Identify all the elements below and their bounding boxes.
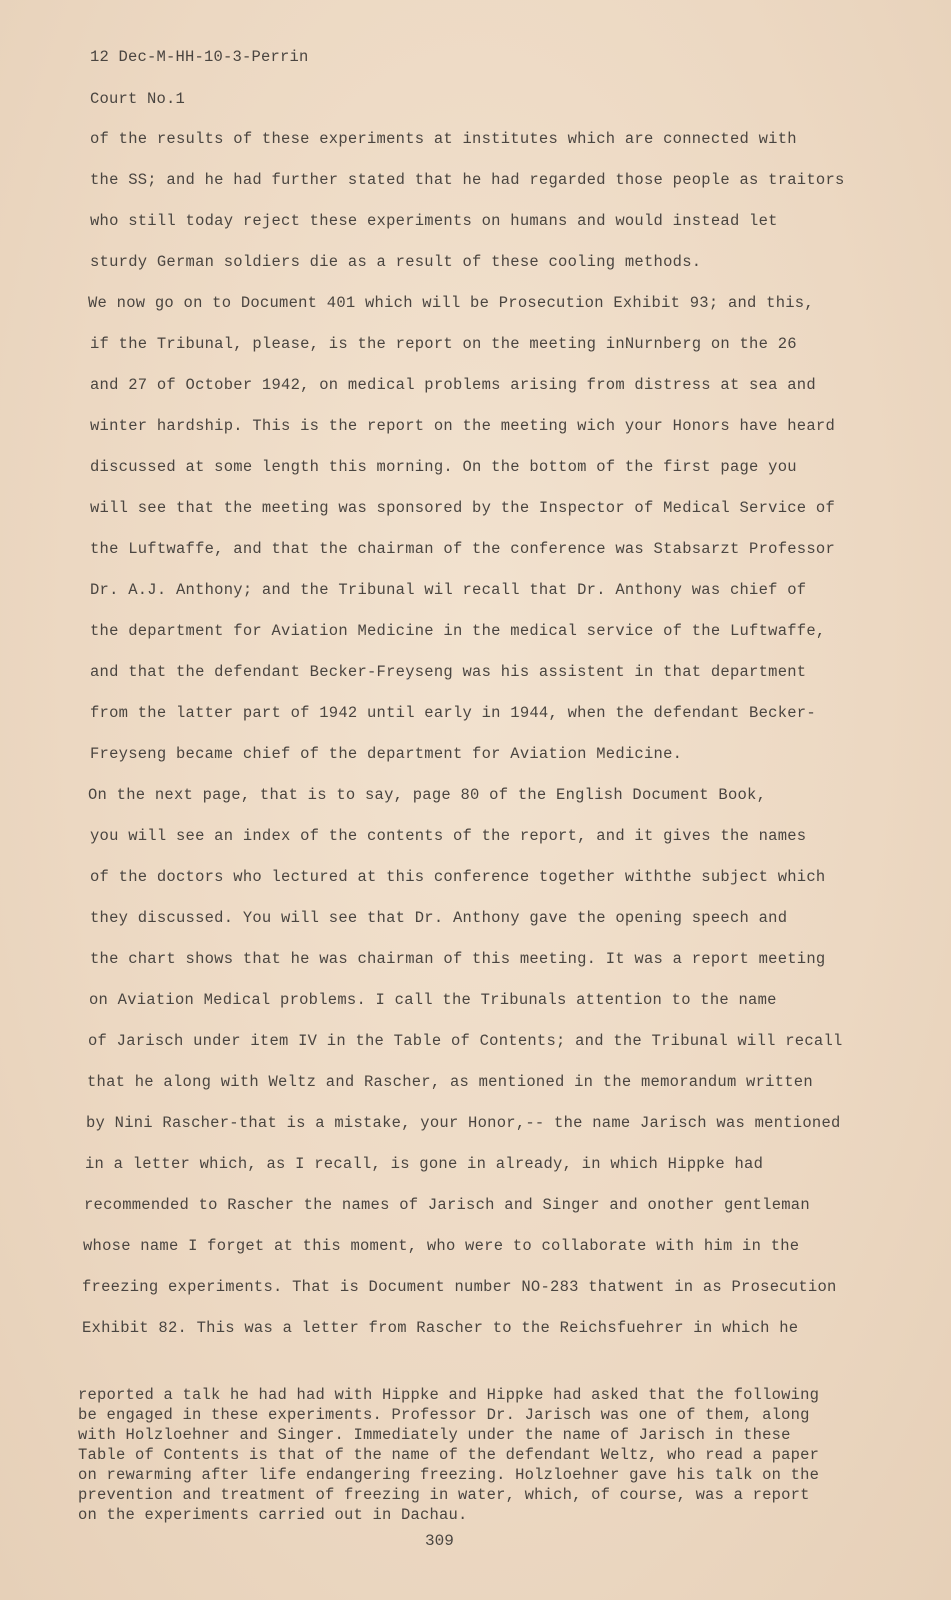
body-line: discussed at some length this morning. On the bottom of the first page you <box>90 458 797 476</box>
body-line: and 27 of October 1942, on medical problems arising from distress at sea and <box>90 376 816 394</box>
continuation-line: with Holzloehner and Singer. Immediately under the name of Jarisch in these <box>78 1426 791 1444</box>
body-line: the chart shows that he was chairman of this meeting. It was a report meeting <box>90 950 826 968</box>
body-line: the SS; and he had further stated that he had regarded those people as traitors <box>90 171 845 189</box>
body-line: the Luftwaffe, and that the chairman of the conference was Stabsarzt Professor <box>90 540 836 558</box>
body-line: Dr. A.J. Anthony; and the Tribunal wil recall that Dr. Anthony was chief of <box>90 581 807 599</box>
continuation-line: on the experiments carried out in Dachau. <box>78 1506 468 1524</box>
page-number: 309 <box>425 1532 454 1550</box>
continuation-line: Table of Contents is that of the name of the defendant Weltz, who read a paper <box>78 1446 820 1464</box>
continuation-line: be engaged in these experiments. Professor Dr. Jarisch was one of them, along <box>78 1406 810 1424</box>
body-line: On the next page, that is to say, page 80 of the English Document Book, <box>88 786 767 804</box>
body-line: the department for Aviation Medicine in the medical service of the Luftwaffe, <box>90 622 826 640</box>
body-line: freezing experiments. That is Document number NO-283 thatwent in as Prosecution <box>82 1278 837 1296</box>
body-line: that he along with Weltz and Rascher, as mentioned in the memorandum written <box>87 1073 813 1091</box>
body-line: of the doctors who lectured at this conference together withthe subject which <box>90 868 826 886</box>
body-line: from the latter part of 1942 until early in 1944, when the defendant Becker- <box>90 704 816 722</box>
court-number: Court No.1 <box>90 90 186 108</box>
body-line: if the Tribunal, please, is the report on the meeting inNurnberg on the 26 <box>90 335 797 353</box>
body-line: by Nini Rascher-that is a mistake, your Honor,-- the name Jarisch was mentioned <box>86 1114 841 1132</box>
body-line: who still today reject these experiments on humans and would instead let <box>90 212 778 230</box>
body-line: on Aviation Medical problems. I call the Tribunals attention to the name <box>89 991 777 1009</box>
body-line: winter hardship. This is the report on the meeting wich your Honors have heard <box>90 417 836 435</box>
body-line: in a letter which, as I recall, is gone in already, in which Hippke had <box>85 1155 764 1173</box>
continuation-line: on rewarming after life endangering freezing. Holzloehner gave his talk on the <box>78 1466 820 1484</box>
body-line: of the results of these experiments at institutes which are connected with <box>90 130 797 148</box>
body-line: you will see an index of the contents of the report, and it gives the names <box>90 827 807 845</box>
body-line: Exhibit 82. This was a letter from Rascher to the Reichsfuehrer in which he <box>82 1319 799 1337</box>
body-line: will see that the meeting was sponsored by the Inspector of Medical Service of <box>90 499 836 517</box>
body-line: sturdy German soldiers die as a result of these cooling methods. <box>90 253 702 271</box>
document-reference: 12 Dec-M-HH-10-3-Perrin <box>90 48 309 66</box>
body-line: Freyseng became chief of the department for Aviation Medicine. <box>90 745 683 763</box>
continuation-line: prevention and treatment of freezing in water, which, of course, was a report <box>78 1486 810 1504</box>
body-line: of Jarisch under item IV in the Table of Contents; and the Tribunal will recall <box>88 1032 843 1050</box>
body-line: they discussed. You will see that Dr. Anthony gave the opening speech and <box>90 909 788 927</box>
continuation-line: reported a talk he had had with Hippke and Hippke had asked that the following <box>78 1386 820 1404</box>
body-line: We now go on to Document 401 which will be Prosecution Exhibit 93; and this, <box>88 294 814 312</box>
body-line: whose name I forget at this moment, who were to collaborate with him in the <box>83 1237 800 1255</box>
body-line: and that the defendant Becker-Freyseng was his assistent in that department <box>90 663 807 681</box>
body-line: recommended to Rascher the names of Jarisch and Singer and onother gentleman <box>84 1196 810 1214</box>
